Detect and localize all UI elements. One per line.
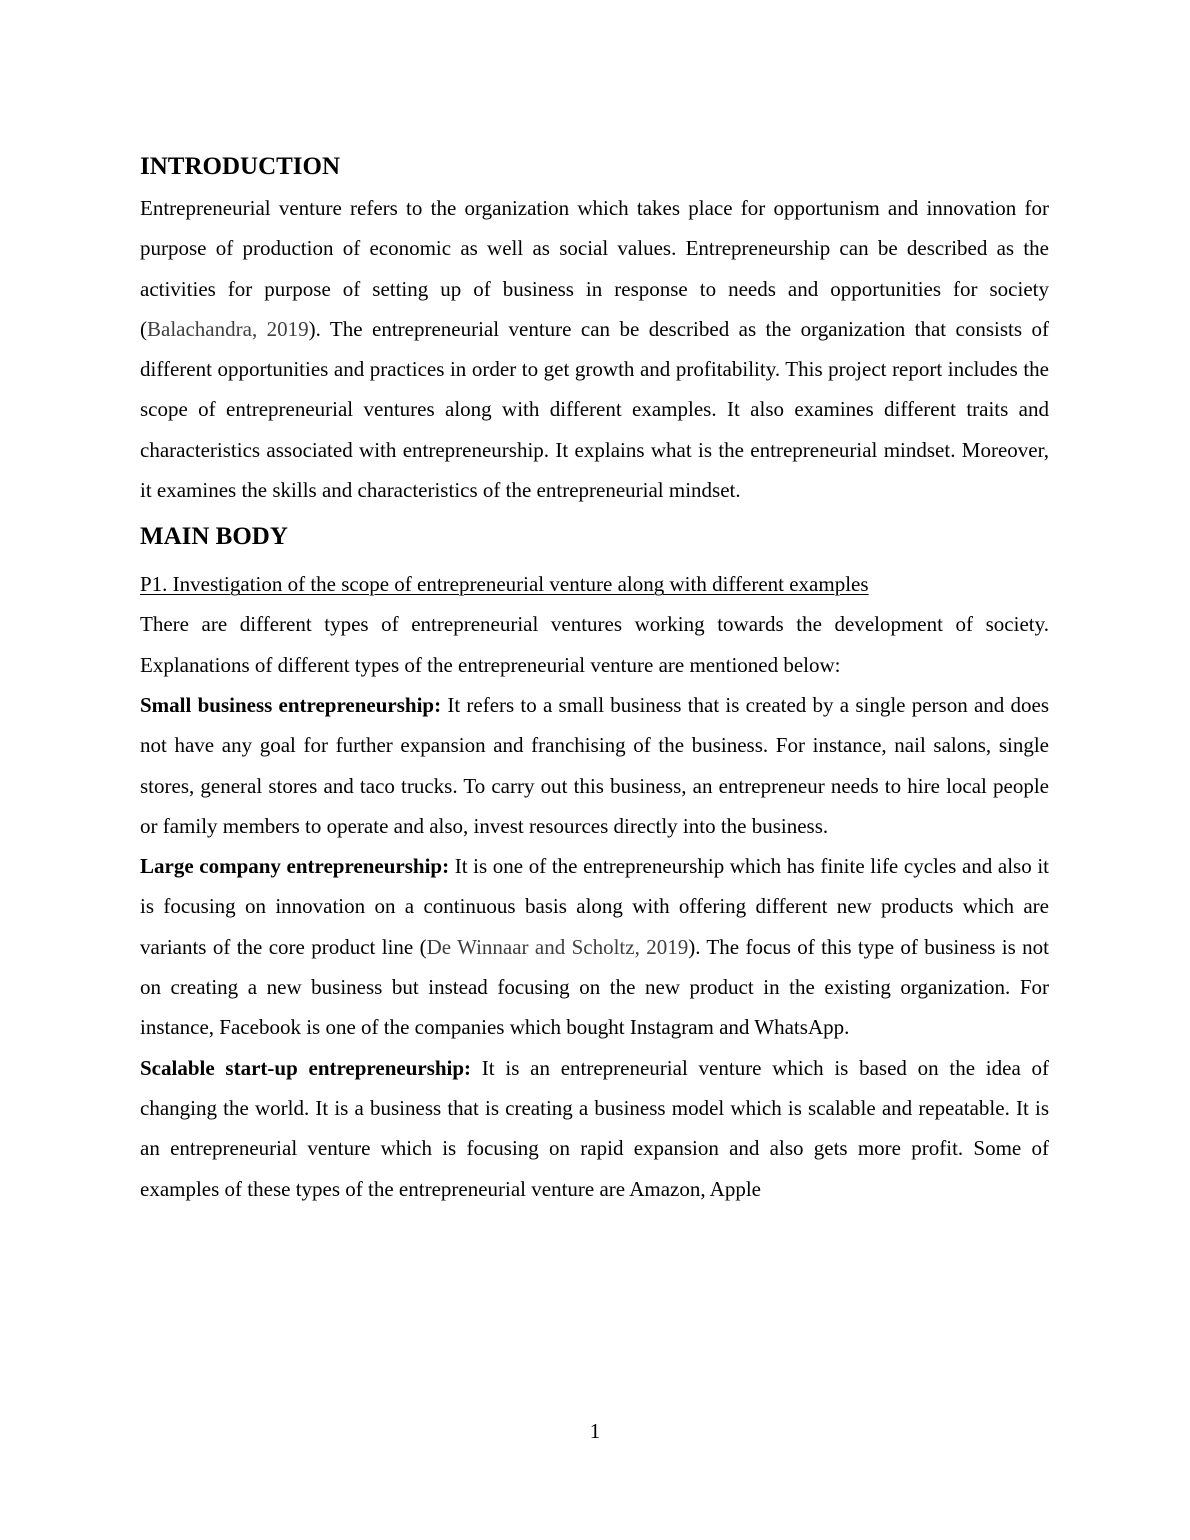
types-intro-paragraph: There are different types of entrepreneurial ventures working towards the development of society. Explanations of different types of the entrepreneurial venture are mentioned below: bbox=[140, 612, 1049, 677]
introduction-paragraph bbox=[140, 188, 1049, 510]
large-company-text-part-2: ). The focus of this type of business is not on creating a new business but instead focusing on the new product in the existing organization. For instance, Facebook is one of the companies which bought Instagram and WhatsApp. bbox=[140, 934, 1050, 1040]
scalable-startup-text: It is an entrepreneurial venture which is based on the idea of changing the world. It is a business that is creating a business model which is scalable and repeatable. It is an entrepreneurial venture which is focusing on rapid expansion and also gets more profit. Some of examples of these types of the entrepreneurial venture are Amazon, Apple bbox=[140, 1055, 1049, 1201]
citation-de-winnaar: De Winnaar and Scholtz, 2019 bbox=[426, 934, 689, 959]
citation-balachandra: Balachandra, 2019 bbox=[147, 316, 309, 341]
scalable-startup-paragraph bbox=[140, 1048, 1049, 1209]
page-number: 1 bbox=[589, 1419, 601, 1443]
intro-text-part-1: Entrepreneurial venture refers to the organization which takes place for opportunism and innovation for purpose of production of economic as well as social values. Entrepreneurship can be described as the activities for purpose of setting up of business in response to needs and opportunities for society ( bbox=[140, 196, 1049, 341]
scalable-startup-label: Scalable start-up entrepreneurship: bbox=[140, 1055, 472, 1080]
page-content bbox=[140, 150, 1049, 1209]
section-p1-subheading: P1. Investigation of the scope of entrepreneurial venture along with different examples bbox=[140, 572, 869, 597]
small-business-paragraph bbox=[140, 685, 1049, 846]
large-company-text-part-1: It is one of the entrepreneurship which has finite life cycles and also it is focusing on innovation on a continuous basis along with offering different new products which are variants of the core product line ( bbox=[140, 854, 1049, 959]
main-body-heading: MAIN BODY bbox=[140, 523, 288, 551]
large-company-paragraph bbox=[140, 846, 1049, 1047]
intro-text-part-2: ). The entrepreneurial venture can be described as the organization that consists of different opportunities and practices in order to get growth and profitability. This project report includes the scope of entrepreneurial ventures along with different examples. It also examines different traits and characteristics associated with entrepreneurship. It explains what is the entrepreneurial mindset. Moreover, it examines the skills and characteristics of the entrepreneurial mindset. bbox=[140, 316, 1049, 503]
introduction-heading: INTRODUCTION bbox=[140, 153, 341, 180]
small-business-label: Small business entrepreneurship: bbox=[140, 692, 442, 717]
large-company-label: Large company entrepreneurship: bbox=[140, 854, 450, 879]
small-business-text: It refers to a small business that is created by a single person and does not have any goal for further expansion and franchising of the business. For instance, nail salons, single stores, general stores and taco trucks. To carry out this business, an entrepreneur needs to hire local people or family members to operate and also, invest resources directly into the business. bbox=[140, 692, 1050, 838]
